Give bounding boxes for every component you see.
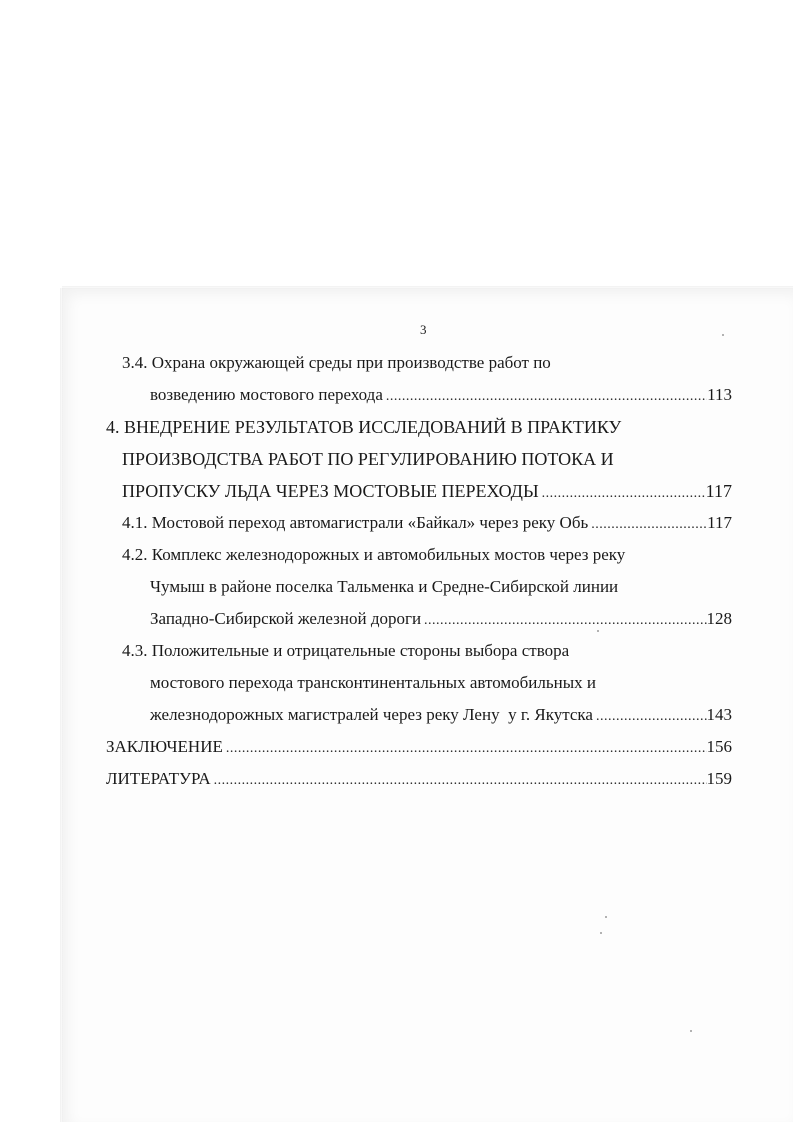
toc-entry-text: ПРОИЗВОДСТВА РАБОТ ПО РЕГУЛИРОВАНИЮ ПОТОКА И <box>122 449 614 469</box>
toc-entry-text: Западно-Сибирской железной дороги <box>150 609 422 628</box>
toc-entry-4-line-2 <box>122 448 732 470</box>
dot-leader <box>223 738 707 760</box>
scan-shadow-top <box>62 286 793 289</box>
scan-speck <box>690 1030 692 1032</box>
toc-entry-4-2-line-2 <box>150 576 732 598</box>
toc-entry-4-2-line-3 <box>150 608 732 632</box>
toc-entry-text: железнодорожных магистралей через реку Лену у г. Якутска <box>150 705 593 724</box>
toc-entry-4-3-line-1 <box>122 640 732 662</box>
toc-entry-text: 4.2. Комплекс железнодорожных и автомобильных мостов через реку <box>122 545 626 564</box>
toc-entry-text: ЛИТЕРАТУРА <box>106 769 211 788</box>
scan-shadow-left <box>60 288 63 1122</box>
dot-leader <box>588 514 707 536</box>
dot-leader <box>383 386 707 408</box>
toc-entry-text: 4.1. Мостовой переход автомагистрали «Байкал» через реку Обь <box>122 513 589 532</box>
page-number: 3 <box>420 322 427 337</box>
toc-entry-4-line-1 <box>106 416 732 438</box>
toc-entry-4-1 <box>122 512 732 536</box>
dot-leader <box>211 770 707 792</box>
toc-page-number: 128 <box>706 609 732 628</box>
toc-entry-literature <box>106 768 732 792</box>
toc-page-number: 143 <box>706 705 732 724</box>
toc-entry-3-4-line-1 <box>122 352 732 374</box>
toc-page-number: 117 <box>705 481 732 501</box>
toc-entry-text: ЗАКЛЮЧЕНИЕ <box>106 737 223 756</box>
toc-entry-text: Чумыш в районе поселка Тальменка и Средне-Сибирской линии <box>150 577 619 596</box>
toc-entry-text: ПРОПУСКУ ЛЬДА ЧЕРЕЗ МОСТОВЫЕ ПЕРЕХОДЫ <box>122 481 539 501</box>
toc-entry-text: 4. ВНЕДРЕНИЕ РЕЗУЛЬТАТОВ ИССЛЕДОВАНИЙ В ПРАКТИКУ <box>106 417 622 437</box>
toc-entry-text: мостового перехода трансконтинентальных автомобильных и <box>150 673 596 692</box>
dot-leader <box>421 610 706 632</box>
toc-entry-conclusion <box>106 736 732 760</box>
dot-leader <box>593 706 707 728</box>
toc-entry-text: 3.4. Охрана окружающей среды при производстве работ по <box>122 353 551 372</box>
toc-page-number: 159 <box>706 769 732 788</box>
toc-entry-text: возведению мостового перехода <box>150 385 383 404</box>
toc-page-number: 156 <box>706 737 732 756</box>
toc-entry-text: 4.3. Положительные и отрицательные стороны выбора створа <box>122 641 570 660</box>
dot-leader <box>539 483 706 505</box>
scan-speck <box>722 334 724 336</box>
scan-speck <box>600 932 602 934</box>
toc-page-number: 113 <box>707 385 732 404</box>
toc-entry-4-line-3 <box>122 480 732 505</box>
toc-page-number: 117 <box>707 513 732 532</box>
toc-entry-3-4-line-2 <box>150 384 732 408</box>
toc-entry-4-3-line-3 <box>150 704 732 728</box>
toc-entry-4-2-line-1 <box>122 544 732 566</box>
scan-speck <box>605 916 607 918</box>
toc-entry-4-3-line-2 <box>150 672 732 694</box>
